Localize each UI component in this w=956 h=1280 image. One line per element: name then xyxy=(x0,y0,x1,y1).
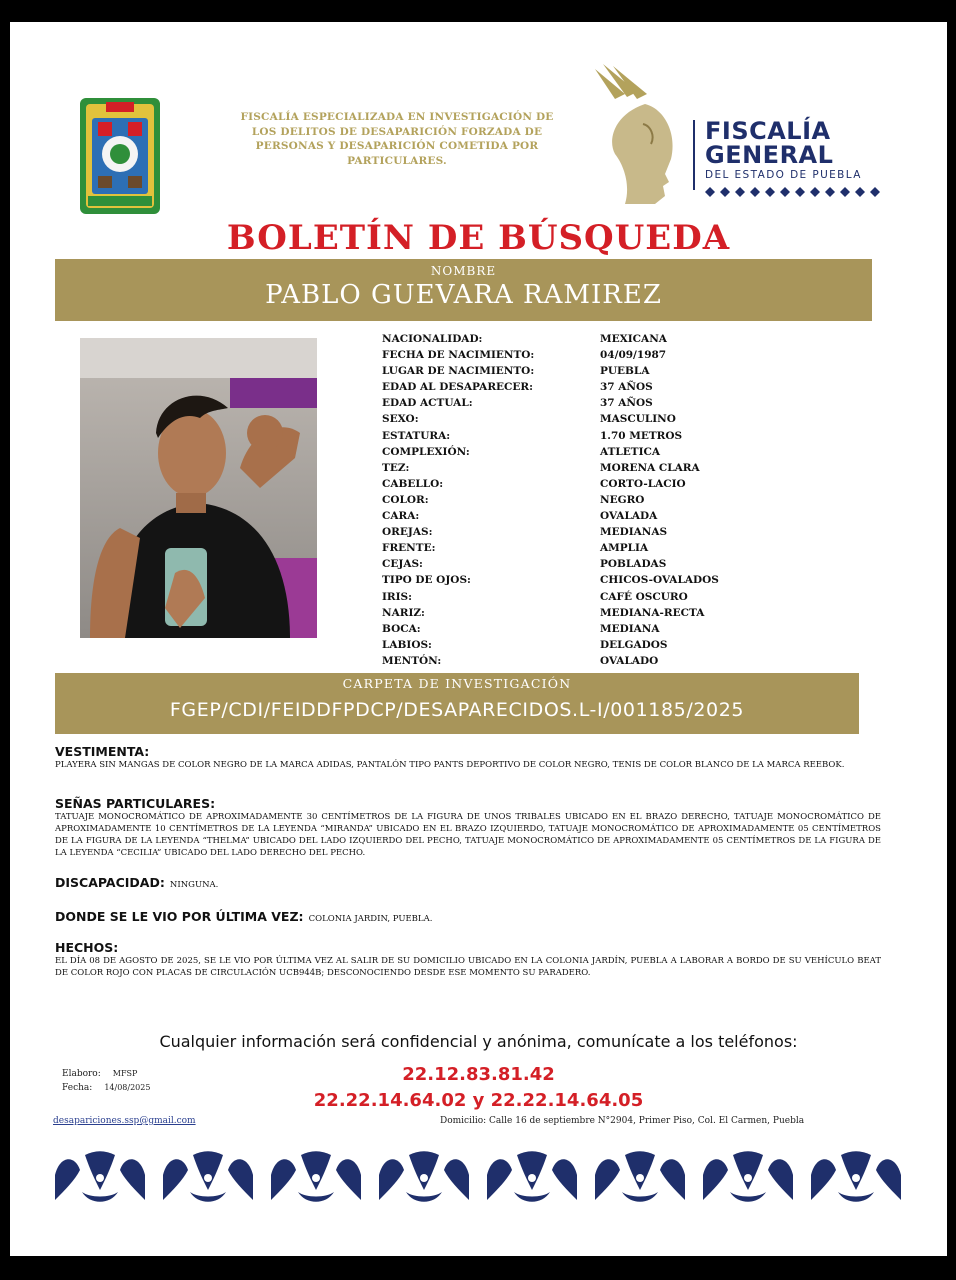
last-seen-section xyxy=(55,906,881,925)
last-seen-value: COLONIA JARDIN, PUEBLA. xyxy=(308,914,433,924)
attribute-row: TEZ: MORENA CLARA xyxy=(382,461,700,474)
puebla-state-seal-icon xyxy=(78,96,162,216)
physical-attributes xyxy=(382,331,842,669)
motif-unit xyxy=(271,1151,361,1202)
office-address: Domicilio: Calle 16 de septiembre N°2904, Primer Piso, Col. El Carmen, Puebla xyxy=(440,1116,805,1126)
facts-heading: HECHOS: xyxy=(55,940,119,955)
attribute-row: OREJAS: MEDIANAS xyxy=(382,526,668,539)
attribute-row: EDAD ACTUAL: 37 AÑOS xyxy=(382,397,653,410)
motif-unit xyxy=(163,1151,253,1202)
person-photo xyxy=(80,338,317,638)
disability-value: NINGUNA. xyxy=(169,880,219,890)
talavera-pattern-icon xyxy=(705,187,885,197)
motif-unit xyxy=(379,1151,469,1202)
phone-secondary: 22.22.14.64.02 y 22.22.14.64.05 xyxy=(313,1090,644,1111)
marks-heading: SEÑAS PARTICULARES: xyxy=(55,796,216,811)
attribute-row: NACIONALIDAD: MEXICANA xyxy=(382,333,667,345)
facts-section xyxy=(55,940,881,979)
attribute-row: COLOR: NEGRO xyxy=(382,493,645,506)
fiscalia-logo: FISCALÍA GENERAL DEL ESTADO DE PUEBLA xyxy=(585,64,895,209)
motif-unit xyxy=(55,1151,145,1202)
folder-number: FGEP/CDI/FEIDDFPDCP/DESAPARECIDOS.L-I/001185/2025 xyxy=(169,699,745,721)
attribute-row: FRENTE: AMPLIA xyxy=(382,542,649,555)
contact-message: Cualquier información será confidencial y anónima, comunícate a los teléfonos: xyxy=(159,1032,798,1051)
attribute-row: COMPLEXIÓN: ATLETICA xyxy=(382,445,661,458)
investigation-folder-banner xyxy=(55,673,859,734)
search-bulletin xyxy=(10,22,947,1256)
attribute-row: FECHA DE NACIMIENTO: 04/09/1987 xyxy=(382,349,667,362)
attribute-row: EDAD AL DESAPARECER: 37 AÑOS xyxy=(382,381,653,394)
marks-section xyxy=(55,796,881,859)
motif-unit xyxy=(703,1151,793,1202)
contact-email-link[interactable]: desapariciones.ssp@gmail.com xyxy=(53,1116,196,1126)
clothing-heading: VESTIMENTA: xyxy=(55,744,150,759)
disability-section xyxy=(55,872,881,891)
attribute-row: BOCA: MEDIANA xyxy=(382,622,660,635)
attribute-row: CARA: OVALADA xyxy=(382,510,658,523)
name-banner xyxy=(55,259,872,321)
phone-numbers xyxy=(10,1062,947,1114)
attribute-row: NARIZ: MEDIANA-RECTA xyxy=(382,606,705,619)
attribute-row: ESTATURA: 1.70 METROS xyxy=(382,429,683,442)
attribute-row: IRIS: CAFÉ OSCURO xyxy=(382,590,688,603)
motif-unit xyxy=(595,1151,685,1202)
attribute-row: CEJAS: POBLADAS xyxy=(382,558,667,571)
attribute-row: LABIOS: DELGADOS xyxy=(382,638,668,651)
bulletin-title: BOLETÍN DE BÚSQUEDA xyxy=(226,218,731,258)
motif-unit xyxy=(487,1151,577,1202)
phone-primary: 22.12.83.81.42 xyxy=(402,1064,555,1085)
clothing-text: PLAYERA SIN MANGAS DE COLOR NEGRO DE LA MARCA ADIDAS, PANTALÓN TIPO PANTS DEPORTIVO DE COLOR NEGRO, TENIS DE COLOR BLANCO DE LA MARCA REEBOK. xyxy=(55,760,845,770)
attribute-row: SEXO: MASCULINO xyxy=(382,413,676,426)
disability-heading: DISCAPACIDAD: xyxy=(55,875,165,890)
attribute-row: TIPO DE OJOS: CHICOS-OVALADOS xyxy=(382,574,719,587)
attribute-row: CABELLO: CORTO-LACIO xyxy=(382,477,686,490)
document-meta: Elaboro: MFSP Fecha: 14/08/2025 xyxy=(62,1069,151,1093)
name-label: NOMBRE xyxy=(430,264,497,278)
marks-text: TATUAJE MONOCROMÁTICO DE APROXIMADAMENTE 30 CENTÍMETROS DE LA FIGURA DE UNOS TRIBALES UBICADO EN EL BRAZO DERECHO, TATUAJE MONOCROMÁTICO DE APROXIMADAMENTE 10 CENTÍMETROS DE LA LEYENDA “MIRANDA” UBICADO EN EL BRAZO IZQUIERDO, TATUAJE MONOCROMÁTICO DE APROXIMADAMENTE 05 CENTÍMETROS DE LA FIGURA DE LA LEYENDA “THELMA” UBICADO DEL LADO IZQUIERDO DEL PECHO, TATUAJE MONOCROMÁTICO DE APROXIMADAMENTE 05 CENTÍMETROS DE LA FIGURA DE LA LEYENDA “CECILIA” UBICADO DEL LADO DERECHO DEL PECHO. xyxy=(55,812,881,858)
talavera-motif-border-icon xyxy=(50,1150,910,1210)
last-seen-heading: DONDE SE LE VIO POR ÚLTIMA VEZ: xyxy=(55,909,304,924)
motif-unit xyxy=(811,1151,901,1202)
profile-head-icon xyxy=(585,64,685,209)
agency-name: FISCALÍA ESPECIALIZADA EN INVESTIGACIÓN DE LOS DELITOS DE DESAPARICIÓN FORZADA DE PERSONAS Y DESAPARICIÓN COMETIDA POR PARTICULARES. xyxy=(240,111,554,167)
facts-text: EL DÍA 08 DE AGOSTO DE 2025, SE LE VIO POR ÚLTIMA VEZ AL SALIR DE SU DOMICILIO UBICADO EN LA COLONIA JARDÍN, PUEBLA A LABORAR A BORDO DE SU VEHÍCULO BEAT DE COLOR ROJO CON PLACAS DE CIRCULACIÓN UCB944B; DESCONOCIENDO DESDE ESE MOMENTO SU PARADERO. xyxy=(55,956,881,978)
clothing-section xyxy=(55,744,881,771)
attribute-row: LUGAR DE NACIMIENTO: PUEBLA xyxy=(382,365,650,378)
attribute-row: MENTÓN: OVALADO xyxy=(382,654,659,667)
folder-label: CARPETA DE INVESTIGACIÓN xyxy=(342,676,572,691)
person-name: PABLO GUEVARA RAMIREZ xyxy=(265,280,662,310)
